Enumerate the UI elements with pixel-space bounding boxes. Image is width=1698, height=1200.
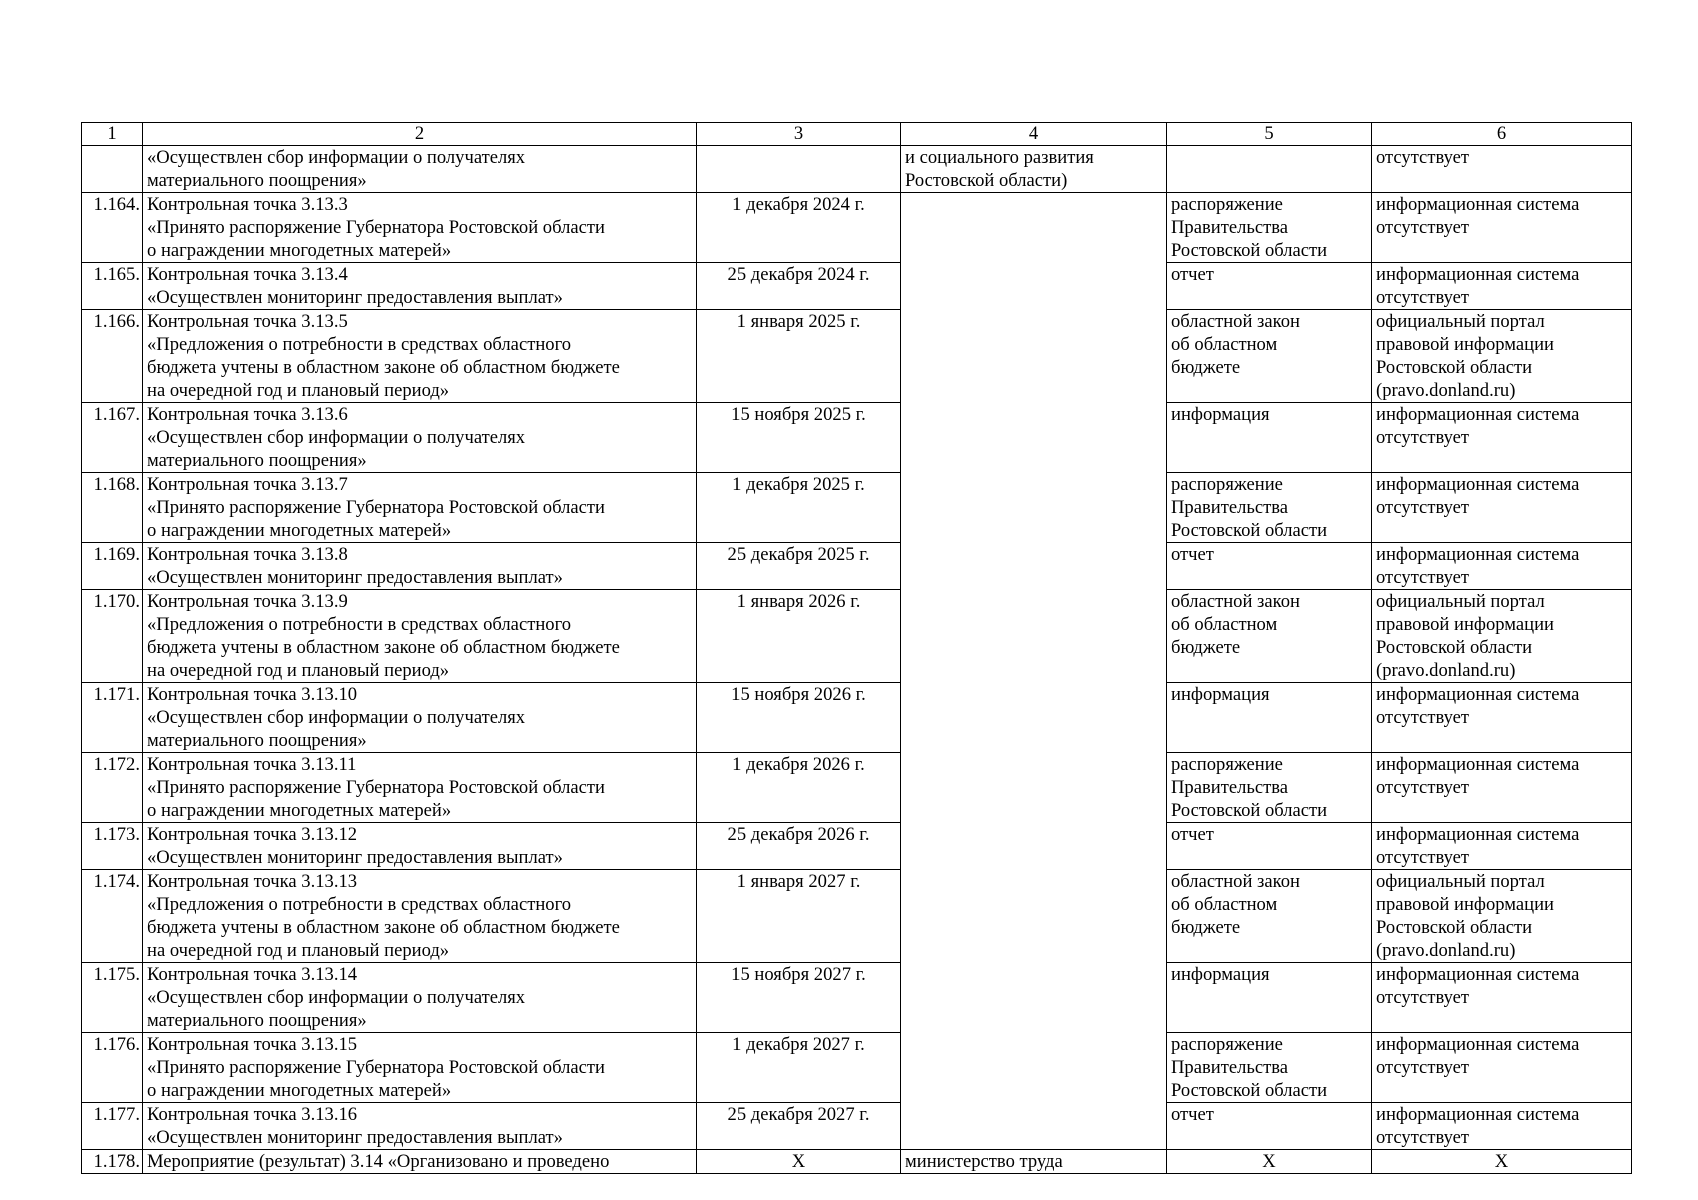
row-number: 1.170.: [82, 590, 143, 683]
table-row: [82, 963, 1632, 1033]
row-document-type: областной закон об областном бюджете: [1167, 590, 1372, 683]
row-document-type: информация: [1167, 963, 1372, 1033]
row-date: 15 ноября 2025 г.: [697, 403, 901, 473]
row-number: 1.178.: [82, 1150, 143, 1174]
header-cell-2: 2: [143, 123, 697, 146]
header-cell-3: 3: [697, 123, 901, 146]
row-number: 1.167.: [82, 403, 143, 473]
table-row: [82, 1150, 1632, 1174]
row-information-system: информационная система отсутствует: [1372, 473, 1632, 543]
row-description: Контрольная точка 3.13.12 «Осуществлен мониторинг предоставления выплат»: [143, 823, 697, 870]
row-date: 1 января 2026 г.: [697, 590, 901, 683]
row-description: Контрольная точка 3.13.9 «Предложения о потребности в средствах областного бюджета учтены в областном законе об областном бюджете на очередной год и плановый период»: [143, 590, 697, 683]
table-row: [82, 543, 1632, 590]
row-date: 1 декабря 2026 г.: [697, 753, 901, 823]
row-information-system: отсутствует: [1372, 146, 1632, 193]
row-number: 1.168.: [82, 473, 143, 543]
table-row: [82, 683, 1632, 753]
table-row: [82, 870, 1632, 963]
row-number: 1.175.: [82, 963, 143, 1033]
table-row: [82, 473, 1632, 543]
row-document-type: распоряжение Правительства Ростовской области: [1167, 753, 1372, 823]
row-number: 1.173.: [82, 823, 143, 870]
row-date: 15 ноября 2027 г.: [697, 963, 901, 1033]
row-number: 1.164.: [82, 193, 143, 263]
row-description: Контрольная точка 3.13.7 «Принято распоряжение Губернатора Ростовской области о награждении многодетных матерей»: [143, 473, 697, 543]
row-information-system: информационная система отсутствует: [1372, 753, 1632, 823]
row-number: 1.166.: [82, 310, 143, 403]
document-table: [81, 122, 1632, 1174]
header-cell-4: 4: [901, 123, 1167, 146]
row-information-system: информационная система отсутствует: [1372, 193, 1632, 263]
row-information-system: информационная система отсутствует: [1372, 543, 1632, 590]
row-information-system: информационная система отсутствует: [1372, 823, 1632, 870]
table-row: [82, 823, 1632, 870]
table-row: [82, 403, 1632, 473]
header-row: [82, 123, 1632, 146]
row-date: 25 декабря 2027 г.: [697, 1103, 901, 1150]
row-information-system: информационная система отсутствует: [1372, 1103, 1632, 1150]
row-responsible: и социального развития Ростовской области): [901, 146, 1167, 193]
row-date: 1 января 2025 г.: [697, 310, 901, 403]
header-cell-1: 1: [82, 123, 143, 146]
row-description: Контрольная точка 3.13.3 «Принято распоряжение Губернатора Ростовской области о награждении многодетных матерей»: [143, 193, 697, 263]
row-information-system: информационная система отсутствует: [1372, 683, 1632, 753]
header-cell-5: 5: [1167, 123, 1372, 146]
row-responsible-merged: [901, 193, 1167, 1150]
row-document-type: [1167, 146, 1372, 193]
row-information-system: информационная система отсутствует: [1372, 1033, 1632, 1103]
row-description: Контрольная точка 3.13.11 «Принято распоряжение Губернатора Ростовской области о награждении многодетных матерей»: [143, 753, 697, 823]
table-row: [82, 263, 1632, 310]
row-document-type: распоряжение Правительства Ростовской области: [1167, 1033, 1372, 1103]
row-date: 1 декабря 2024 г.: [697, 193, 901, 263]
row-number: [82, 146, 143, 193]
row-description: Контрольная точка 3.13.8 «Осуществлен мониторинг предоставления выплат»: [143, 543, 697, 590]
table-row: [82, 193, 1632, 263]
row-document-type: распоряжение Правительства Ростовской области: [1167, 193, 1372, 263]
row-number: 1.172.: [82, 753, 143, 823]
row-number: 1.174.: [82, 870, 143, 963]
row-number: 1.169.: [82, 543, 143, 590]
row-number: 1.165.: [82, 263, 143, 310]
row-number: 1.176.: [82, 1033, 143, 1103]
table-row: [82, 590, 1632, 683]
table-row: [82, 146, 1632, 193]
row-document-type: отчет: [1167, 263, 1372, 310]
row-description: Контрольная точка 3.13.10 «Осуществлен сбор информации о получателях материального поощрения»: [143, 683, 697, 753]
row-information-system: официальный портал правовой информации Ростовской области (pravo.donland.ru): [1372, 590, 1632, 683]
row-document-type: областной закон об областном бюджете: [1167, 310, 1372, 403]
table-row: [82, 753, 1632, 823]
row-description: Контрольная точка 3.13.15 «Принято распоряжение Губернатора Ростовской области о награждении многодетных матерей»: [143, 1033, 697, 1103]
row-description: Контрольная точка 3.13.14 «Осуществлен сбор информации о получателях материального поощрения»: [143, 963, 697, 1033]
row-document-type: отчет: [1167, 1103, 1372, 1150]
row-information-system: официальный портал правовой информации Ростовской области (pravo.donland.ru): [1372, 310, 1632, 403]
row-information-system: Х: [1372, 1150, 1632, 1174]
header-cell-6: 6: [1372, 123, 1632, 146]
table-row: [82, 310, 1632, 403]
row-date: [697, 146, 901, 193]
row-document-type: распоряжение Правительства Ростовской области: [1167, 473, 1372, 543]
row-number: 1.177.: [82, 1103, 143, 1150]
row-date: 1 декабря 2025 г.: [697, 473, 901, 543]
table-row: [82, 1103, 1632, 1150]
row-information-system: информационная система отсутствует: [1372, 963, 1632, 1033]
row-description: Контрольная точка 3.13.4 «Осуществлен мониторинг предоставления выплат»: [143, 263, 697, 310]
row-responsible: министерство труда: [901, 1150, 1167, 1174]
row-information-system: информационная система отсутствует: [1372, 403, 1632, 473]
row-document-type: отчет: [1167, 543, 1372, 590]
row-description: «Осуществлен сбор информации о получателях материального поощрения»: [143, 146, 697, 193]
row-description: Контрольная точка 3.13.13 «Предложения о потребности в средствах областного бюджета учтены в областном законе об областном бюджете на очередной год и плановый период»: [143, 870, 697, 963]
row-date: 25 декабря 2026 г.: [697, 823, 901, 870]
row-date: 25 декабря 2024 г.: [697, 263, 901, 310]
row-description: Контрольная точка 3.13.16 «Осуществлен мониторинг предоставления выплат»: [143, 1103, 697, 1150]
row-date: 1 декабря 2027 г.: [697, 1033, 901, 1103]
row-description: Контрольная точка 3.13.6 «Осуществлен сбор информации о получателях материального поощрения»: [143, 403, 697, 473]
row-number: 1.171.: [82, 683, 143, 753]
row-date: 25 декабря 2025 г.: [697, 543, 901, 590]
row-document-type: областной закон об областном бюджете: [1167, 870, 1372, 963]
row-date: Х: [697, 1150, 901, 1174]
row-document-type: отчет: [1167, 823, 1372, 870]
row-document-type: информация: [1167, 683, 1372, 753]
row-information-system: информационная система отсутствует: [1372, 263, 1632, 310]
row-information-system: официальный портал правовой информации Ростовской области (pravo.donland.ru): [1372, 870, 1632, 963]
row-description: Мероприятие (результат) 3.14 «Организовано и проведено: [143, 1150, 697, 1174]
table-row: [82, 1033, 1632, 1103]
row-date: 15 ноября 2026 г.: [697, 683, 901, 753]
row-date: 1 января 2027 г.: [697, 870, 901, 963]
row-document-type: информация: [1167, 403, 1372, 473]
row-description: Контрольная точка 3.13.5 «Предложения о потребности в средствах областного бюджета учтены в областном законе об областном бюджете на очередной год и плановый период»: [143, 310, 697, 403]
row-document-type: Х: [1167, 1150, 1372, 1174]
